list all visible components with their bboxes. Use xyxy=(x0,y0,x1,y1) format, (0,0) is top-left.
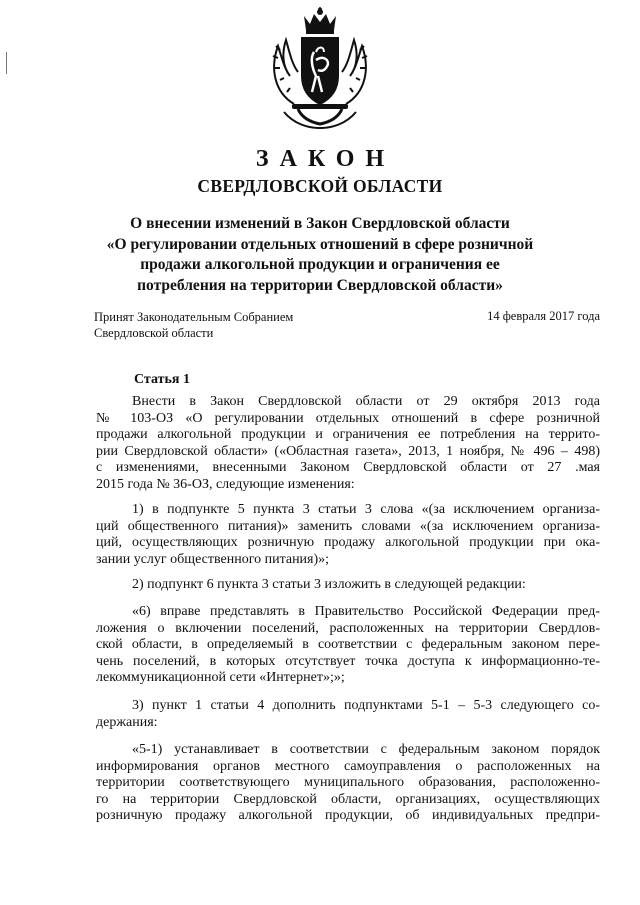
paragraph-line: продажи алкогольной продукции и ограничения ее потребления на террито- xyxy=(96,427,600,442)
paragraph-item-3 xyxy=(96,698,600,731)
paragraph-line: ций, осуществляющих розничную продажу алкогольной продукции при ока- xyxy=(96,535,600,550)
paragraph-line: 2) подпункт 6 пункта 3 статьи 3 изложить в следующей редакции: xyxy=(132,577,526,592)
paragraph-line: «5-1) устанавливает в соответствии с федеральным законом порядок xyxy=(132,742,600,757)
law-heading-line: «О регулировании отдельных отношений в сфере розничной xyxy=(106,235,534,253)
paragraph-line: № 103-ОЗ «О регулировании отдельных отношений в сфере розничной xyxy=(96,410,600,426)
scan-edge-mark xyxy=(6,52,7,74)
paragraph-line: 1) в подпункте 5 пункта 3 статьи 3 слова «(за исключением организа- xyxy=(132,502,600,517)
paragraph-line: территории соответствующего муниципального образования, расположенно- xyxy=(96,775,600,790)
law-heading-line: продажи алкогольной продукции и ограничения ее xyxy=(140,256,500,273)
law-heading-line: О внесении изменений в Закон Свердловской области xyxy=(130,215,510,232)
adopted-by-line: Принят Законодательным Собранием xyxy=(94,310,294,324)
document-title: ЗАКОН xyxy=(255,146,396,172)
paragraph-line: Внести в Закон Свердловской области от 29 октября 2013 года xyxy=(132,394,600,409)
paragraph-intro xyxy=(96,394,600,493)
paragraph-line: 3) пункт 1 статьи 4 дополнить подпунктами 5-1 – 5-3 следующего со- xyxy=(132,698,600,713)
paragraph-line: ложения о включении поселений, расположенных на территории Свердлов- xyxy=(96,620,600,636)
paragraph-line: го на территории Свердловской области, организациях, осуществляющих xyxy=(96,791,600,807)
article-title: Статья 1 xyxy=(134,372,190,387)
paragraph-item-3-text xyxy=(96,742,600,825)
adopted-by xyxy=(94,309,293,341)
paragraph-line: розничную продажу алкогольной продукции, об индивидуальных предпри- xyxy=(96,808,600,823)
paragraph-line: «6) вправе представлять в Правительство Российской Федерации пред- xyxy=(132,604,600,619)
paragraph-line: рии Свердловской области» («Областная газета», 2013, 1 ноября, № 496 – 498) xyxy=(96,443,600,459)
coat-of-arms-icon xyxy=(264,6,376,130)
paragraph-item-1 xyxy=(96,502,600,568)
paragraph-line: чень поселений, в которых отсутствует точка доступа к информационно-те- xyxy=(96,653,600,669)
adopted-by-line: Свердловской области xyxy=(94,326,214,340)
paragraph-line: зании услуг общественного питания)»; xyxy=(96,551,330,567)
paragraph-item-2 xyxy=(96,577,600,594)
paragraph-line: 2015 года № 36-ОЗ, следующие изменения: xyxy=(96,476,355,492)
paragraph-line: лекоммуникационной сети «Интернет»;»; xyxy=(96,670,345,685)
paragraph-line: держания: xyxy=(96,714,158,730)
law-heading-line: потребления на территории Свердловской области» xyxy=(137,276,503,294)
paragraph-item-2-text xyxy=(96,604,600,687)
law-heading xyxy=(80,214,560,296)
document-subtitle: СВЕРДЛОВСКОЙ ОБЛАСТИ xyxy=(197,176,443,196)
paragraph-line: ской области, в определяемый в соответствии с федеральным законом пере- xyxy=(96,637,600,652)
adopted-date: 14 февраля 2017 года xyxy=(487,309,600,323)
paragraph-line: ций общественного питания)» заменить словами «(за исключением организа- xyxy=(96,518,600,534)
paragraph-line: с изменениями, внесенными Законом Свердловской области от 27 .мая xyxy=(96,460,600,475)
paragraph-line: информирования органов местного самоуправления о расположенных на xyxy=(96,758,600,774)
